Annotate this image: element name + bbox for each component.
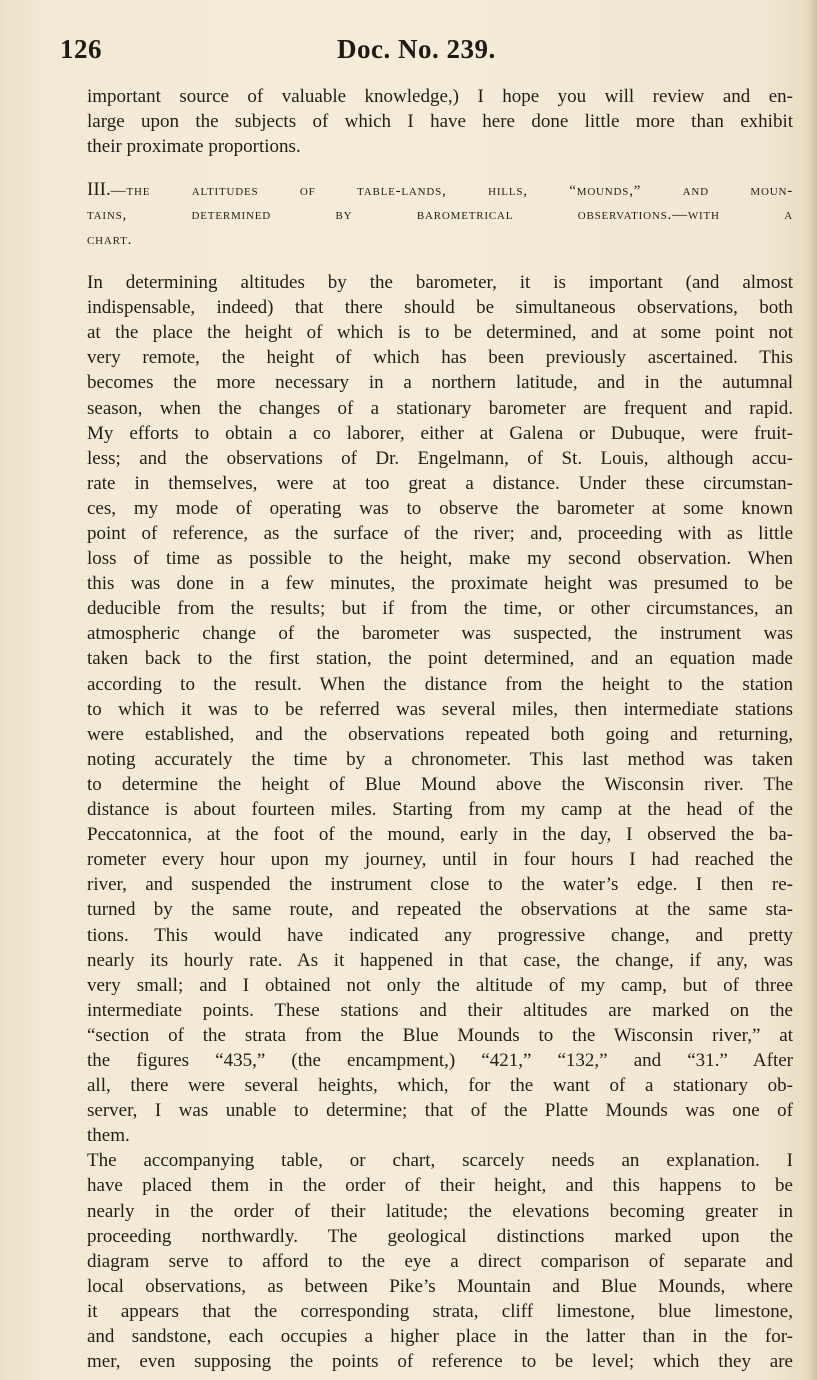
text-line: server, I was unable to determine; that of the Platte Mounds was one of — [87, 1100, 793, 1122]
text-line: the figures “435,” (the encampment,) “421,” “132,” and “31.” After — [87, 1049, 793, 1071]
spacer — [87, 254, 793, 270]
heading-line: chart. — [87, 232, 133, 249]
text-line: at the place the height of which is to be determined, and at some point not — [87, 322, 793, 344]
section-number: III. — [87, 179, 111, 201]
text-line: nearly its hourly rate. As it happened in that case, the change, if any, was — [87, 949, 793, 971]
text-line: river, and suspended the instrument close to the water’s edge. I then re- — [87, 874, 793, 896]
text-line: important source of valuable knowledge,) I hope you will review and en- — [87, 86, 793, 107]
heading-line: tains, determined by barometrical observations.—with a — [87, 206, 793, 223]
text-line: loss of time as possible to the height, make my second observation. When — [87, 548, 793, 570]
text-line: very small; and I obtained not only the altitude of my camp, but of three — [87, 974, 793, 996]
text-line: indispensable, indeed) that there should be simultaneous observations, both — [87, 297, 793, 319]
text-line: to which it was to be referred was several miles, then intermediate stations — [87, 698, 793, 720]
text-line: this was done in a few minutes, the proximate height was presumed to be — [87, 573, 793, 595]
text-line: taken back to the first station, the point determined, and an equation made — [87, 648, 793, 670]
text-line: turned by the same route, and repeated the observations at the same sta- — [87, 899, 793, 921]
text-line: less; and the observations of Dr. Engelmann, of St. Louis, although accu- — [87, 447, 793, 469]
paragraph-2 — [87, 1148, 793, 1374]
text-line: atmospheric change of the barometer was suspected, the instrument was — [87, 623, 793, 645]
text-line: were established, and the observations repeated both going and returning, — [87, 723, 793, 745]
text-line: large upon the subjects of which I have here done little more than exhibit — [87, 111, 793, 133]
body-text — [87, 84, 793, 1374]
page-header — [60, 34, 790, 74]
text-line: rate in themselves, were at too great a distance. Under these circumstan- — [87, 472, 793, 494]
running-head: Doc. No. 239. — [337, 34, 496, 64]
text-line: them. — [87, 1125, 130, 1147]
text-line: deducible from the results; but if from the time, or other circumstances, an — [87, 598, 793, 620]
spacer — [87, 159, 793, 177]
text-line: proceeding northwardly. The geological distinctions marked upon the — [87, 1225, 793, 1247]
text-line: it appears that the corresponding strata, cliff limestone, blue limestone, — [87, 1300, 793, 1322]
text-line: “section of the strata from the Blue Mounds to the Wisconsin river,” at — [87, 1024, 793, 1046]
text-line: according to the result. When the distance from the height to the station — [87, 673, 793, 695]
text-line: becomes the more necessary in a northern latitude, and in the autumnal — [87, 372, 793, 394]
text-line: to determine the height of Blue Mound above the Wisconsin river. The — [87, 773, 793, 795]
text-line: rometer every hour upon my journey, until in four hours I had reached the — [87, 849, 793, 871]
heading-text: —the altitudes of table-lands, hills, “mounds,” and moun- — [110, 183, 793, 200]
text-line: local observations, as between Pike’s Mountain and Blue Mounds, where — [87, 1275, 793, 1297]
text-line: very remote, the height of which has been previously ascertained. This — [87, 347, 793, 369]
text-line: and sandstone, each occupies a higher place in the latter than in the for- — [87, 1326, 793, 1347]
text-line: My efforts to obtain a co laborer, either at Galena or Dubuque, were fruit- — [87, 422, 793, 444]
page-number: 126 — [60, 34, 102, 64]
text-line: point of reference, as the surface of the river; and, proceeding with as little — [87, 523, 793, 544]
heading-line — [87, 177, 793, 203]
text-line: noting accurately the time by a chronometer. This last method was taken — [87, 748, 793, 770]
text-line: tions. This would have indicated any progressive change, and pretty — [87, 924, 793, 946]
intro-paragraph — [87, 84, 793, 159]
text-line: their proximate proportions. — [87, 136, 301, 158]
text-line: diagram serve to afford to the eye a direct comparison of separate and — [87, 1250, 793, 1272]
text-line: intermediate points. These stations and their altitudes are marked on the — [87, 999, 793, 1021]
text-line: Peccatonnica, at the foot of the mound, early in the day, I observed the ba- — [87, 824, 793, 846]
text-line: have placed them in the order of their height, and this happens to be — [87, 1175, 793, 1197]
text-line: ces, my mode of operating was to observe the barometer at some known — [87, 497, 793, 519]
text-line: nearly in the order of their latitude; the elevations becoming greater in — [87, 1200, 793, 1222]
text-line: all, there were several heights, which, for the want of a stationary ob- — [87, 1075, 793, 1097]
text-line: distance is about fourteen miles. Starting from my camp at the head of the — [87, 799, 793, 821]
page-edge-shadow — [807, 0, 817, 1380]
text-line: season, when the changes of a stationary barometer are frequent and rapid. — [87, 397, 793, 419]
text-line: mer, even supposing the points of reference to be level; which they are — [87, 1351, 793, 1373]
text-line: In determining altitudes by the barometer, it is important (and almost — [87, 272, 793, 294]
section-heading — [87, 177, 793, 254]
text-line: The accompanying table, or chart, scarcely needs an explanation. I — [87, 1150, 793, 1172]
paragraph-1 — [87, 270, 793, 1148]
